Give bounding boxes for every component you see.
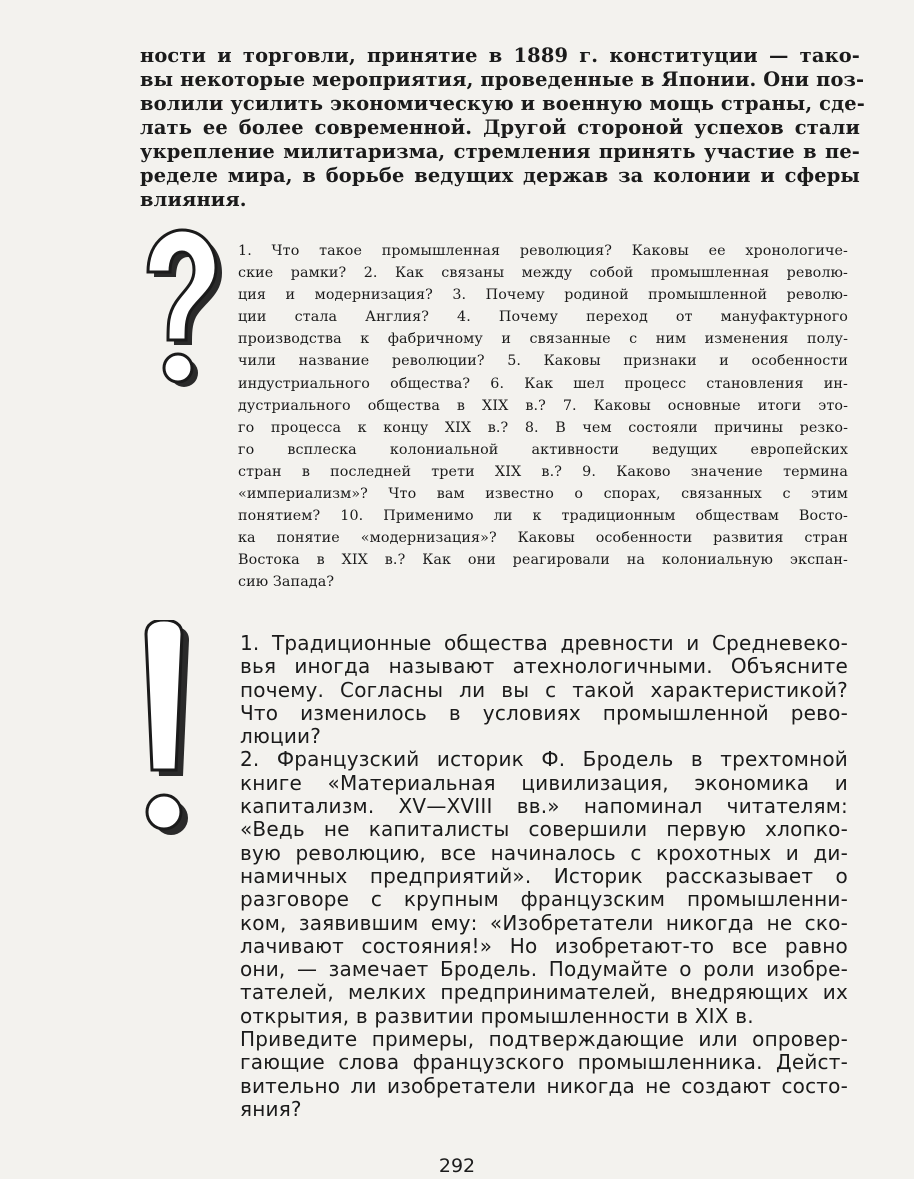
task-line: почему. Согласны ли вы с такой характеристикой? bbox=[240, 677, 848, 702]
question-line: стран в последней трети XIX в.? 9. Каково значение термина bbox=[238, 463, 848, 480]
intro-line: влияния. bbox=[140, 188, 247, 211]
task-line: люции? bbox=[240, 724, 322, 749]
question-line: «империализм»? Что вам известно о спорах, связанных с этим bbox=[238, 486, 848, 503]
task-line: вительно ли изобретатели никогда не создают состо- bbox=[240, 1073, 848, 1098]
task-line: яния? bbox=[240, 1096, 302, 1121]
task-line: вья иногда называют атехнологичными. Объясните bbox=[240, 654, 848, 679]
question-line: индустриального общества? 6. Как шел процесс становления ин- bbox=[238, 375, 848, 392]
question-line: понятием? 10. Применимо ли к традиционным обществам Восто- bbox=[238, 508, 848, 525]
task-line: капитализм. XV—XVIII вв.» напоминал читателям: bbox=[240, 794, 848, 819]
intro-line: волили усилить экономическую и военную мощь страны, сде- bbox=[140, 92, 865, 115]
task-line: «Ведь не капиталисты совершили первую хлопко- bbox=[240, 817, 848, 842]
question-line: ка понятие «модернизация»? Каковы особенности развития стран bbox=[238, 530, 848, 547]
question-line: го всплеска колониальной активности ведущих европейских bbox=[238, 441, 848, 458]
review-questions bbox=[238, 240, 848, 594]
task-line: ком, заявившим ему: «Изобретатели никогда не ско- bbox=[240, 910, 848, 935]
intro-paragraph bbox=[140, 44, 865, 212]
task-line: 2. Французский историк Ф. Бродель в трехтомной bbox=[240, 747, 848, 772]
task-line: вую революцию, все начиналось с крохотных и ди- bbox=[240, 840, 848, 865]
task-line: тателей, мелких предпринимателей, внедряющих их bbox=[240, 980, 848, 1005]
exclamation-mark-icon bbox=[138, 620, 198, 860]
intro-line: укрепление милитаризма, стремления принять участие в пе- bbox=[140, 140, 860, 163]
question-line: производства к фабричному и связанные с ним изменения полу- bbox=[238, 331, 848, 348]
task-line: гающие слова французского промышленника. Дейст- bbox=[240, 1050, 848, 1075]
intro-line: ределе мира, в борьбе ведущих держав за колонии и сферы bbox=[140, 164, 860, 187]
task-line: 1. Традиционные общества древности и Средневеко- bbox=[240, 631, 848, 655]
task-line: Что изменилось в условиях промышленной рево- bbox=[240, 700, 848, 725]
task-line: Приведите примеры, подтверждающие или опровер- bbox=[240, 1027, 848, 1052]
task-line: намичных предприятий». Историк рассказывает о bbox=[240, 863, 848, 888]
question-line: ские рамки? 2. Как связаны между собой промышленная револю- bbox=[238, 265, 848, 282]
task-line: открытия, в развитии промышленности в XIX в. bbox=[240, 1003, 754, 1028]
intro-line: лать ее более современной. Другой стороной успехов стали bbox=[140, 116, 860, 139]
intro-line: вы некоторые мероприятия, проведенные в Японии. Они поз- bbox=[140, 68, 865, 91]
question-line: ции стала Англия? 4. Почему переход от мануфактурного bbox=[238, 309, 848, 326]
question-line: чили название революции? 5. Каковы признаки и особенности bbox=[238, 353, 848, 370]
task-line: они, — замечает Бродель. Подумайте о роли изобре- bbox=[240, 957, 848, 982]
question-line: сию Запада? bbox=[238, 574, 335, 591]
question-mark-icon bbox=[138, 228, 222, 398]
tasks-section bbox=[240, 632, 848, 1121]
question-line: дустриального общества в XIX в.? 7. Каковы основные итоги это- bbox=[238, 397, 848, 414]
task-line: книге «Материальная цивилизация, экономика и bbox=[240, 770, 848, 795]
page-number: 292 bbox=[438, 1155, 476, 1177]
question-line: 1. Что такое промышленная революция? Каковы ее хронологиче- bbox=[238, 243, 848, 259]
intro-line: ности и торговли, принятие в 1889 г. конституции — тако- bbox=[140, 44, 860, 67]
task-line: лачивают состояния!» Но изобретают-то все равно bbox=[240, 933, 848, 958]
task-line: разговоре с крупным французским промышленни- bbox=[240, 887, 848, 912]
question-line: го процесса к концу XIX в.? 8. В чем состояли причины резко- bbox=[238, 419, 848, 436]
question-line: ция и модернизация? 3. Почему родиной промышленной револю- bbox=[238, 287, 848, 304]
question-line: Востока в XIX в.? Как они реагировали на колониальную экспан- bbox=[238, 552, 848, 569]
